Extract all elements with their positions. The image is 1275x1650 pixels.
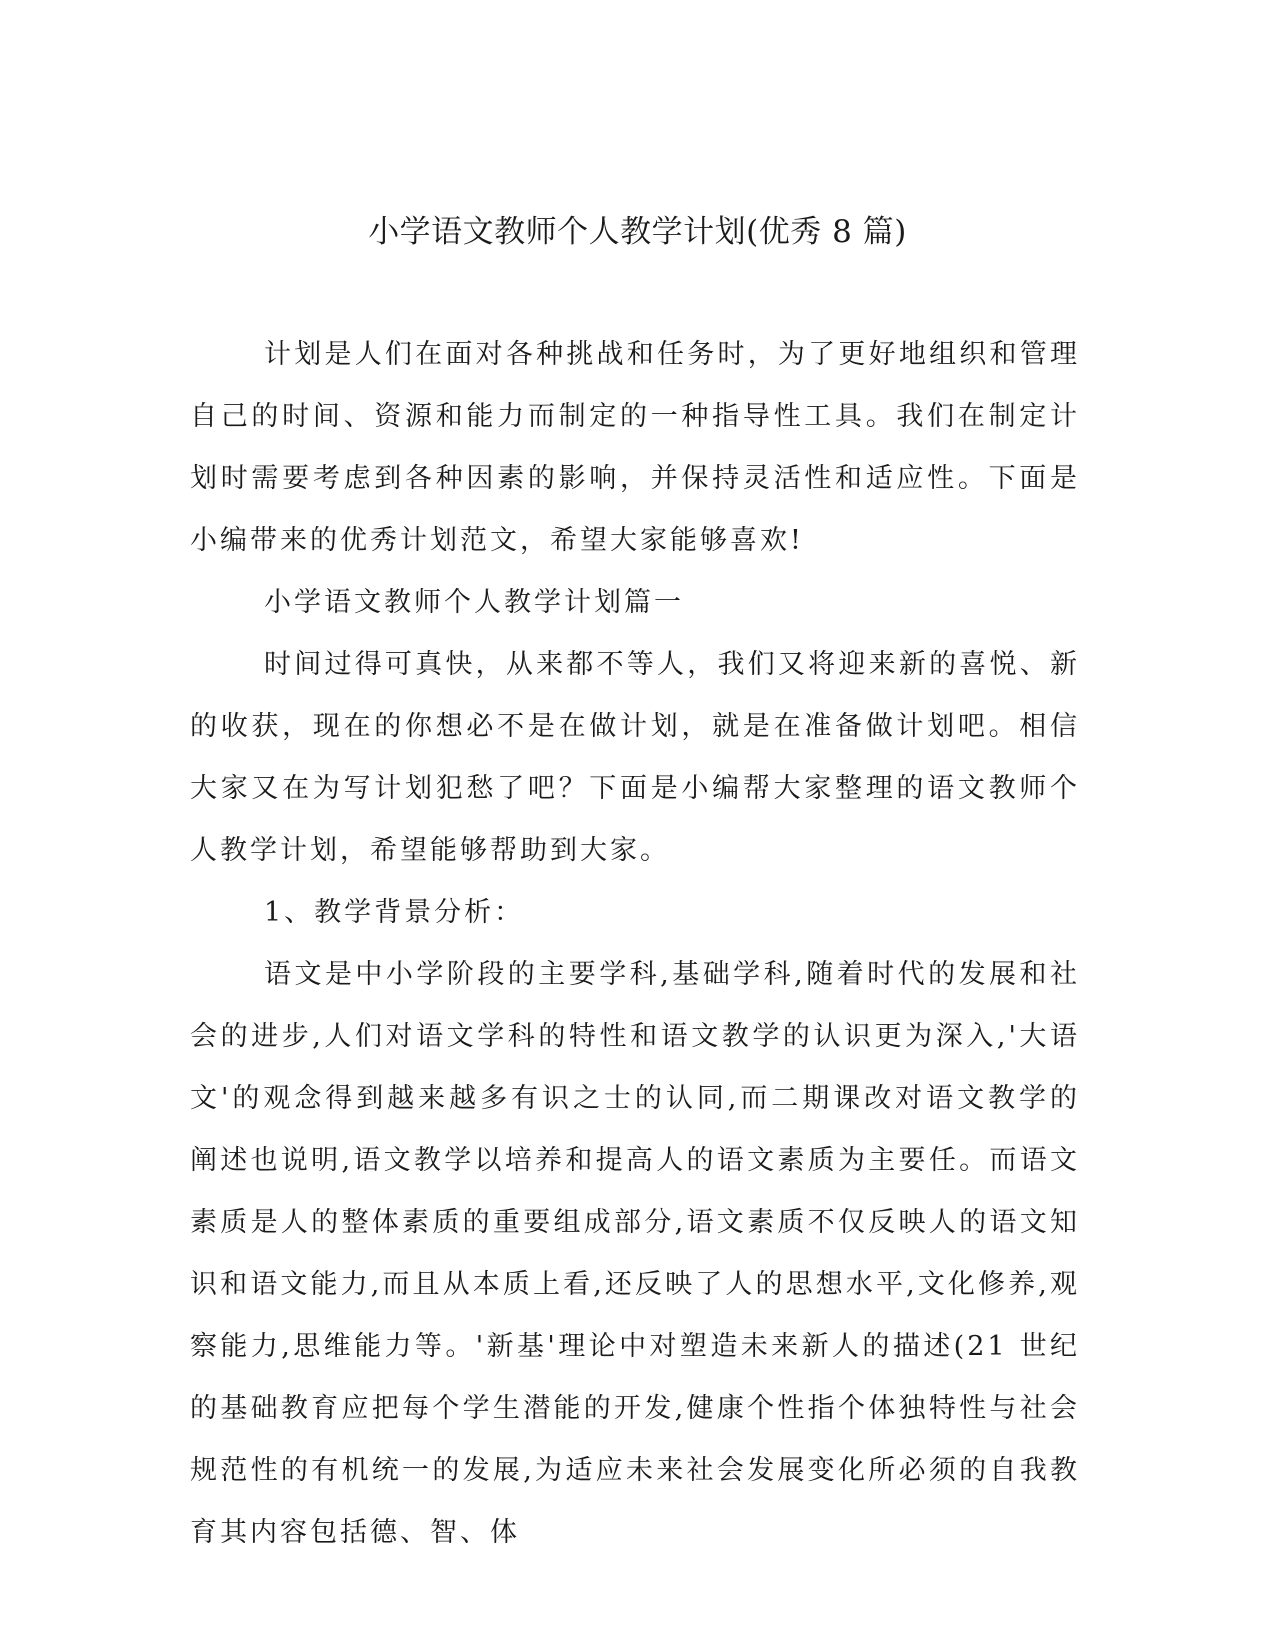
document-title: 小学语文教师个人教学计划(优秀 8 篇) [368, 214, 907, 250]
subsection-heading: 1、教学背景分析： [264, 897, 525, 928]
intro-paragraph: 计划是人们在面对各种挑战和任务时，为了更好地组织和管理自己的时间、资源和能力而制定的一种指导性工具。我们在制定计划时需要考虑到各种因素的影响，并保持灵活性和适应性。下面是小编带来的优秀计划范文，希望大家能够喜欢! [190, 339, 1080, 556]
document-body [190, 324, 1080, 1564]
body-paragraph: 语文是中小学阶段的主要学科,基础学科,随着时代的发展和社会的进步,人们对语文学科的特性和语文教学的认识更为深入,'大语文'的观念得到越来越多有识之士的认同,而二期课改对语文教学的阐述也说明,语文教学以培养和提高人的语文素质为主要任。而语文素质是人的整体素质的重要组成部分,语文素质不仅反映人的语文知识和语文能力,而且从本质上看,还反映了人的思想水平,文化修养,观察能力,思维能力等。'新基'理论中对塑造未来新人的描述(21 世纪的基础教育应把每个学生潜能的开发,健康个性指个体独特性与社会规范性的有机统一的发展,为适应未来社会发展变化所必须的自我教育其内容包括德、智、体 [190, 959, 1080, 1548]
body-paragraph: 时间过得可真快，从来都不等人，我们又将迎来新的喜悦、新的收获，现在的你想必不是在做计划，就是在准备做计划吧。相信大家又在为写计划犯愁了吧？下面是小编帮大家整理的语文教师个人教学计划，希望能够帮助到大家。 [190, 649, 1080, 866]
section-heading: 小学语文教师个人教学计划篇一 [264, 587, 684, 618]
